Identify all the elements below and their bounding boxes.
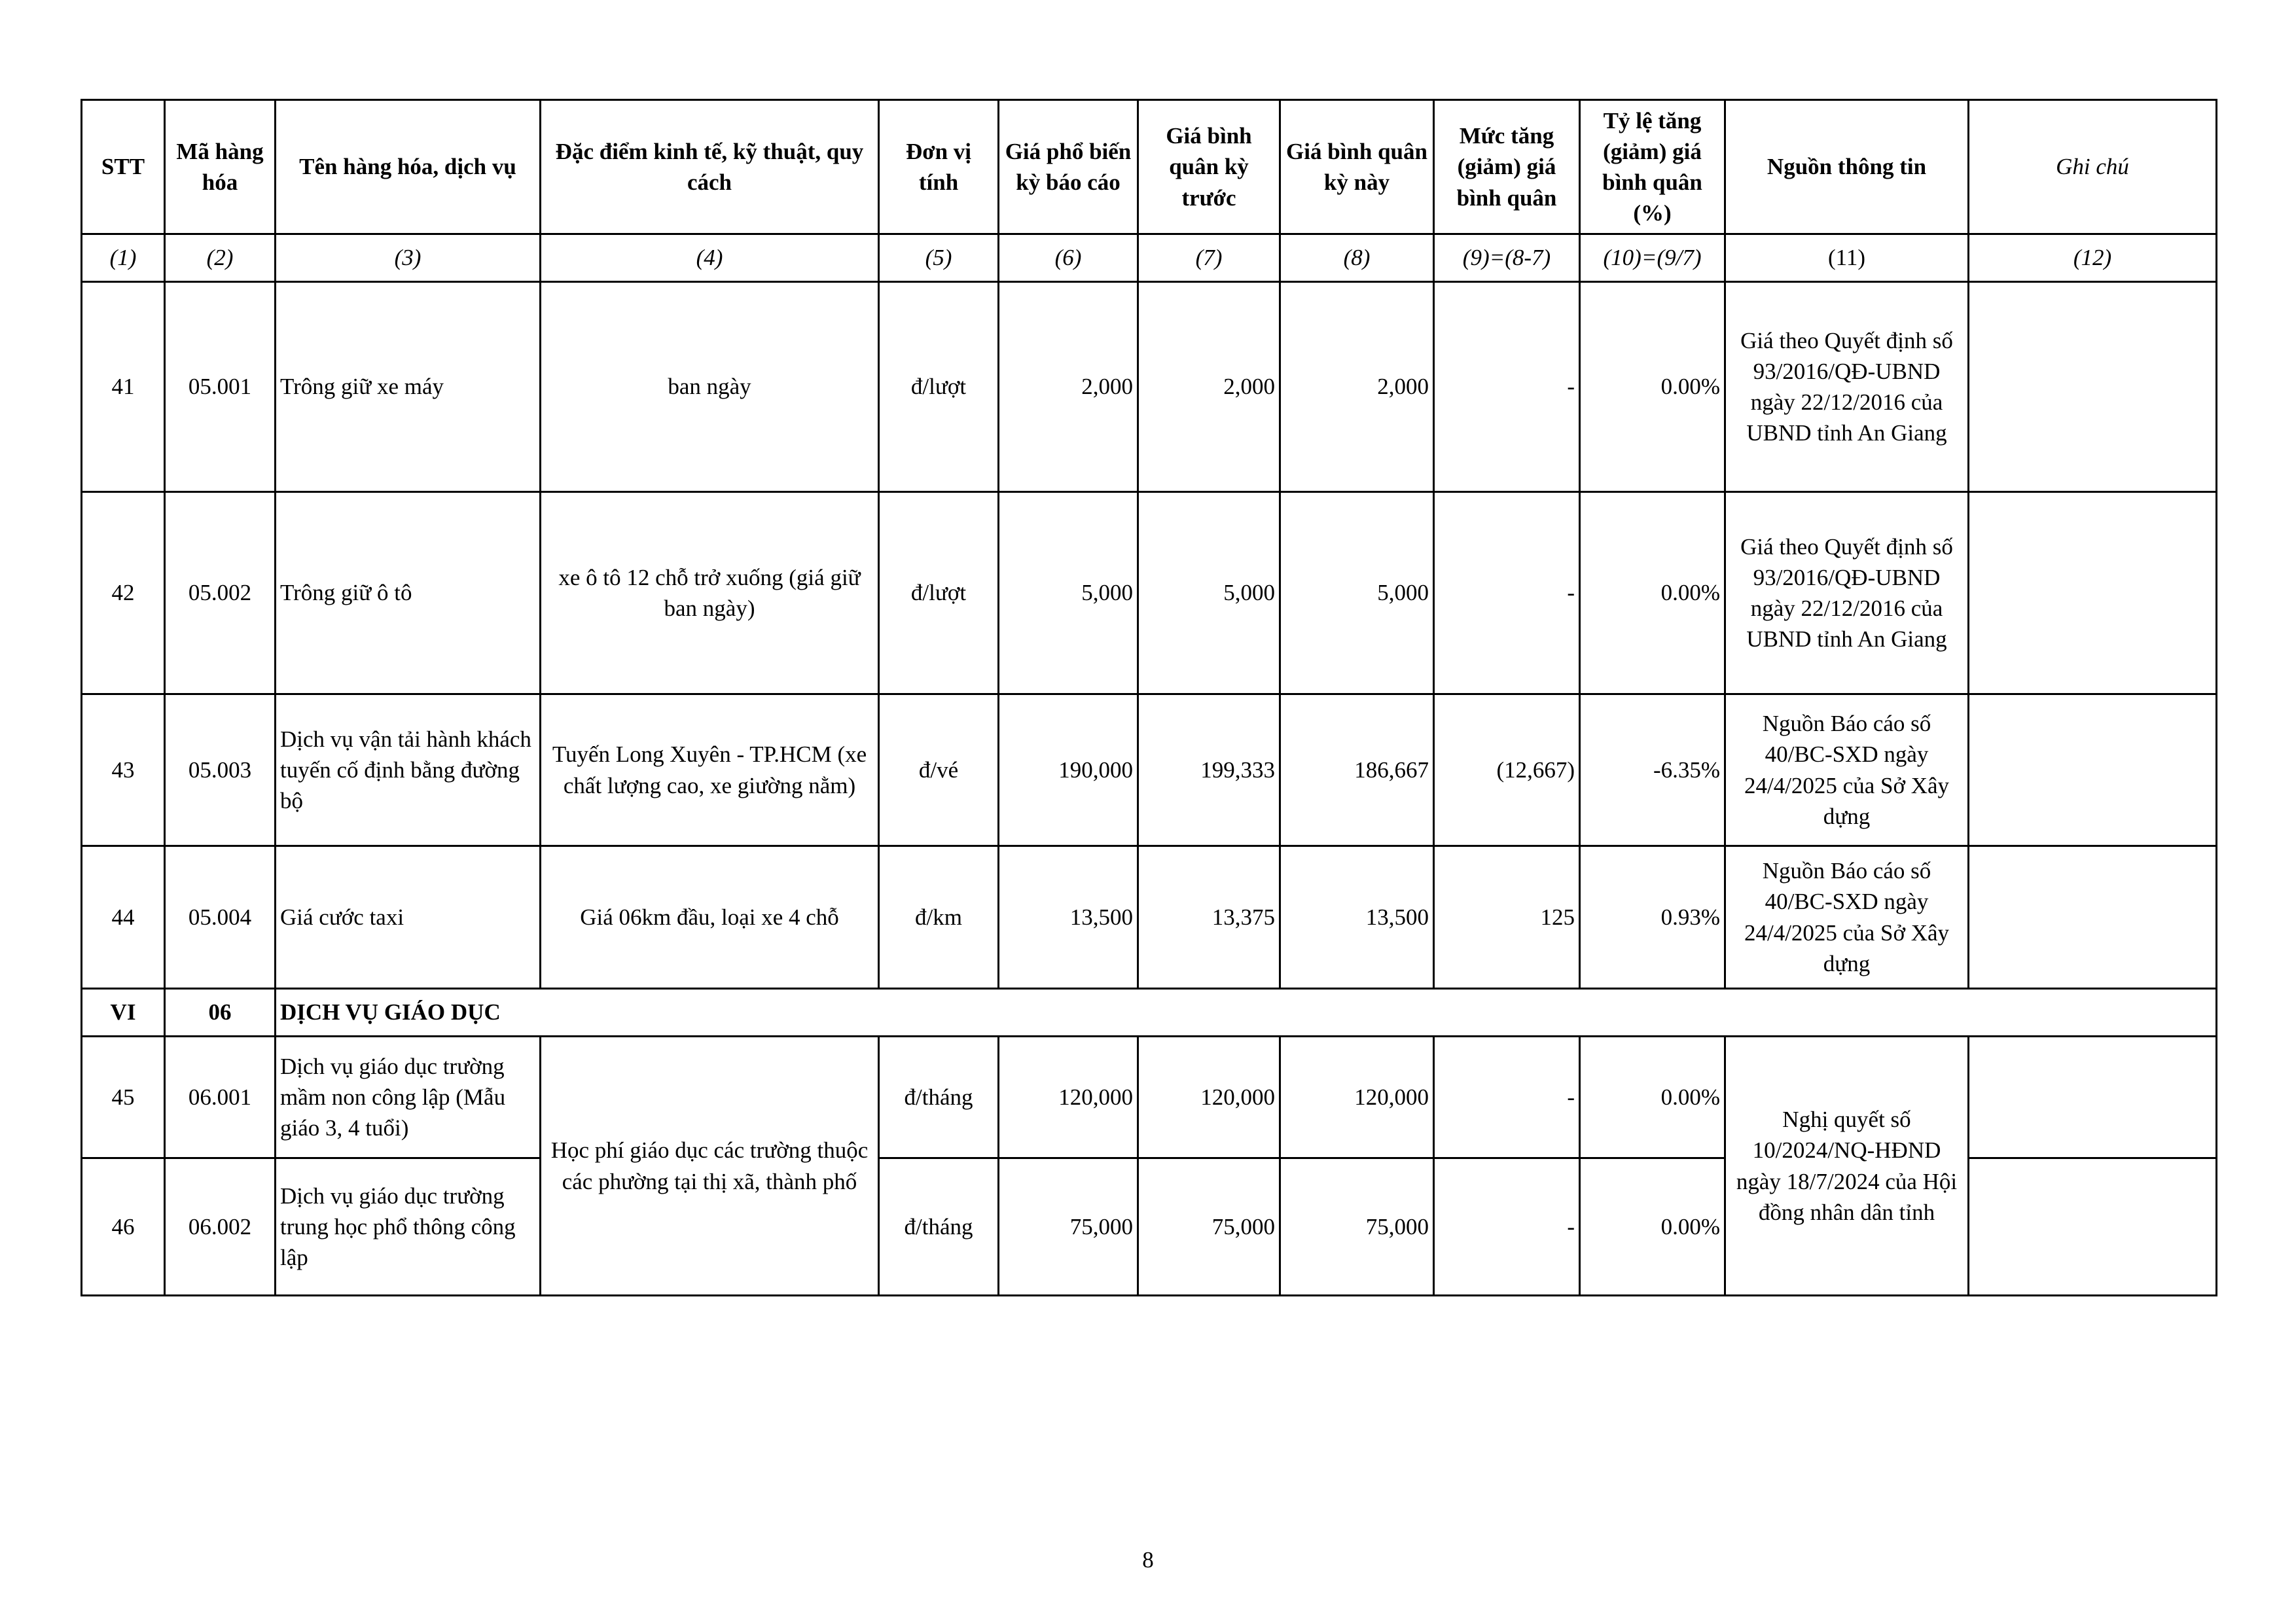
change-pct-cell: 0.93% bbox=[1580, 846, 1725, 989]
spec-cell: ban ngày bbox=[541, 282, 879, 492]
table-row bbox=[82, 1037, 2217, 1158]
header-name: Tên hàng hóa, dịch vụ bbox=[276, 100, 541, 234]
source-cell: Giá theo Quyết định số 93/2016/QĐ-UBND ngày 22/12/2016 của UBND tỉnh An Giang bbox=[1725, 492, 1969, 694]
index-cell: (12) bbox=[1969, 234, 2217, 282]
index-cell: (9)=(8-7) bbox=[1434, 234, 1580, 282]
header-common-price: Giá phổ biến kỳ báo cáo bbox=[999, 100, 1138, 234]
curr-price-cell: 13,500 bbox=[1280, 846, 1434, 989]
change-cell: - bbox=[1434, 1158, 1580, 1296]
name-cell: Trông giữ ô tô bbox=[276, 492, 541, 694]
common-price-cell: 75,000 bbox=[999, 1158, 1138, 1296]
source-cell: Giá theo Quyết định số 93/2016/QĐ-UBND ngày 22/12/2016 của UBND tỉnh An Giang bbox=[1725, 282, 1969, 492]
code-cell: 06.002 bbox=[165, 1158, 276, 1296]
spec-cell: Học phí giáo dục các trường thuộc các phường tại thị xã, thành phố bbox=[541, 1037, 879, 1296]
index-cell: (6) bbox=[999, 234, 1138, 282]
header-spec: Đặc điểm kinh tế, kỹ thuật, quy cách bbox=[541, 100, 879, 234]
stt-cell: 42 bbox=[82, 492, 165, 694]
curr-price-cell: 120,000 bbox=[1280, 1037, 1434, 1158]
header-source: Nguồn thông tin bbox=[1725, 100, 1969, 234]
unit-cell: đ/km bbox=[879, 846, 999, 989]
index-cell: (7) bbox=[1138, 234, 1280, 282]
prev-price-cell: 120,000 bbox=[1138, 1037, 1280, 1158]
common-price-cell: 5,000 bbox=[999, 492, 1138, 694]
index-cell: (4) bbox=[541, 234, 879, 282]
note-cell bbox=[1969, 694, 2217, 846]
common-price-cell: 190,000 bbox=[999, 694, 1138, 846]
index-cell: (1) bbox=[82, 234, 165, 282]
prev-price-cell: 75,000 bbox=[1138, 1158, 1280, 1296]
unit-cell: đ/lượt bbox=[879, 492, 999, 694]
common-price-cell: 2,000 bbox=[999, 282, 1138, 492]
change-pct-cell: 0.00% bbox=[1580, 1037, 1725, 1158]
price-report-table bbox=[81, 99, 2217, 1296]
curr-price-cell: 186,667 bbox=[1280, 694, 1434, 846]
page-number: 8 bbox=[1142, 1547, 1154, 1573]
name-cell: Dịch vụ giáo dục trường trung học phổ thông công lập bbox=[276, 1158, 541, 1296]
name-cell: Giá cước taxi bbox=[276, 846, 541, 989]
change-cell: - bbox=[1434, 1037, 1580, 1158]
header-code: Mã hàng hóa bbox=[165, 100, 276, 234]
note-cell bbox=[1969, 492, 2217, 694]
column-index-row bbox=[82, 234, 2217, 282]
code-cell: 05.001 bbox=[165, 282, 276, 492]
change-pct-cell: 0.00% bbox=[1580, 492, 1725, 694]
name-cell: Dịch vụ giáo dục trường mầm non công lập (Mẫu giáo 3, 4 tuổi) bbox=[276, 1037, 541, 1158]
index-cell: (11) bbox=[1725, 234, 1969, 282]
table-row bbox=[82, 846, 2217, 989]
prev-price-cell: 2,000 bbox=[1138, 282, 1280, 492]
section-title: DỊCH VỤ GIÁO DỤC bbox=[276, 989, 2217, 1037]
spec-cell: Giá 06km đầu, loại xe 4 chỗ bbox=[541, 846, 879, 989]
change-pct-cell: -6.35% bbox=[1580, 694, 1725, 846]
index-cell: (2) bbox=[165, 234, 276, 282]
stt-cell: 44 bbox=[82, 846, 165, 989]
curr-price-cell: 2,000 bbox=[1280, 282, 1434, 492]
note-cell bbox=[1969, 846, 2217, 989]
code-cell: 05.003 bbox=[165, 694, 276, 846]
table-row bbox=[82, 492, 2217, 694]
header-note: Ghi chú bbox=[1969, 100, 2217, 234]
table-row bbox=[82, 282, 2217, 492]
source-cell: Nguồn Báo cáo số 40/BC-SXD ngày 24/4/2025 của Sở Xây dựng bbox=[1725, 694, 1969, 846]
prev-price-cell: 5,000 bbox=[1138, 492, 1280, 694]
header-change: Mức tăng (giảm) giá bình quân bbox=[1434, 100, 1580, 234]
spec-cell: Tuyến Long Xuyên - TP.HCM (xe chất lượng cao, xe giường nằm) bbox=[541, 694, 879, 846]
code-cell: 05.002 bbox=[165, 492, 276, 694]
header-prev-price: Giá bình quân kỳ trước bbox=[1138, 100, 1280, 234]
change-cell: - bbox=[1434, 492, 1580, 694]
prev-price-cell: 13,375 bbox=[1138, 846, 1280, 989]
header-change-pct: Tỷ lệ tăng (giảm) giá bình quân (%) bbox=[1580, 100, 1725, 234]
index-cell: (3) bbox=[276, 234, 541, 282]
index-cell: (8) bbox=[1280, 234, 1434, 282]
stt-cell: 45 bbox=[82, 1037, 165, 1158]
unit-cell: đ/vé bbox=[879, 694, 999, 846]
header-stt: STT bbox=[82, 100, 165, 234]
spec-cell: xe ô tô 12 chỗ trở xuống (giá giữ ban ngày) bbox=[541, 492, 879, 694]
unit-cell: đ/tháng bbox=[879, 1158, 999, 1296]
change-cell: 125 bbox=[1434, 846, 1580, 989]
note-cell bbox=[1969, 1037, 2217, 1158]
stt-cell: 46 bbox=[82, 1158, 165, 1296]
note-cell bbox=[1969, 1158, 2217, 1296]
stt-cell: 43 bbox=[82, 694, 165, 846]
common-price-cell: 120,000 bbox=[999, 1037, 1138, 1158]
note-cell bbox=[1969, 282, 2217, 492]
common-price-cell: 13,500 bbox=[999, 846, 1138, 989]
name-cell: Trông giữ xe máy bbox=[276, 282, 541, 492]
code-cell: 05.004 bbox=[165, 846, 276, 989]
prev-price-cell: 199,333 bbox=[1138, 694, 1280, 846]
header-curr-price: Giá bình quân kỳ này bbox=[1280, 100, 1434, 234]
unit-cell: đ/tháng bbox=[879, 1037, 999, 1158]
header-unit: Đơn vị tính bbox=[879, 100, 999, 234]
table-row bbox=[82, 694, 2217, 846]
source-cell: Nghị quyết số 10/2024/NQ-HĐND ngày 18/7/2024 của Hội đồng nhân dân tỉnh bbox=[1725, 1037, 1969, 1296]
header-row bbox=[82, 100, 2217, 234]
change-cell: - bbox=[1434, 282, 1580, 492]
section-row bbox=[82, 989, 2217, 1037]
unit-cell: đ/lượt bbox=[879, 282, 999, 492]
curr-price-cell: 75,000 bbox=[1280, 1158, 1434, 1296]
section-stt: VI bbox=[82, 989, 165, 1037]
change-pct-cell: 0.00% bbox=[1580, 1158, 1725, 1296]
curr-price-cell: 5,000 bbox=[1280, 492, 1434, 694]
change-cell: (12,667) bbox=[1434, 694, 1580, 846]
stt-cell: 41 bbox=[82, 282, 165, 492]
change-pct-cell: 0.00% bbox=[1580, 282, 1725, 492]
index-cell: (5) bbox=[879, 234, 999, 282]
name-cell: Dịch vụ vận tải hành khách tuyến cố định bằng đường bộ bbox=[276, 694, 541, 846]
source-cell: Nguồn Báo cáo số 40/BC-SXD ngày 24/4/2025 của Sở Xây dựng bbox=[1725, 846, 1969, 989]
code-cell: 06.001 bbox=[165, 1037, 276, 1158]
index-cell: (10)=(9/7) bbox=[1580, 234, 1725, 282]
section-code: 06 bbox=[165, 989, 276, 1037]
